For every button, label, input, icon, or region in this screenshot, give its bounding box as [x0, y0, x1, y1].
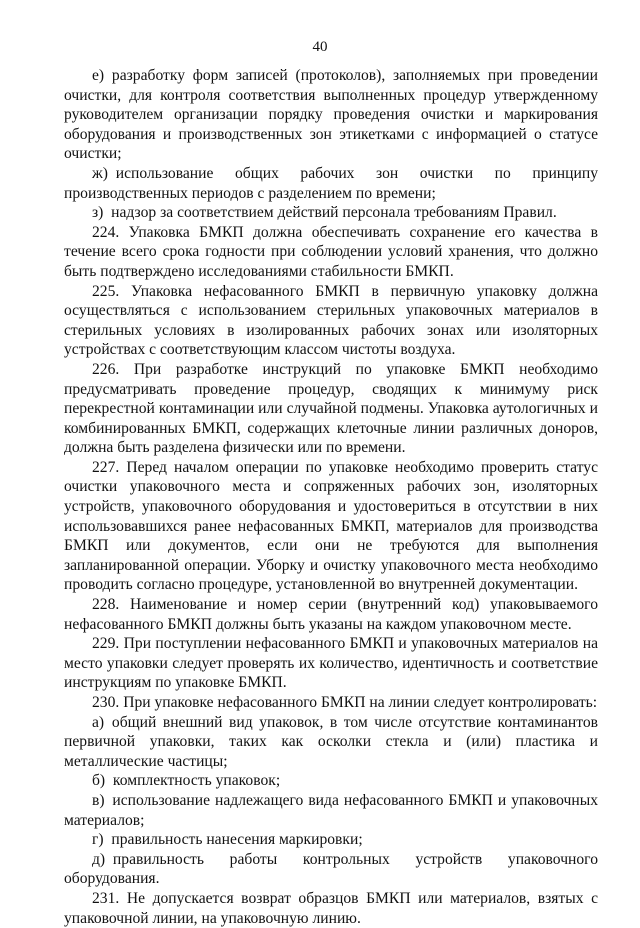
- clause-224: 224. Упаковка БМКП должна обеспечивать сохранение его качества в течение всего срока годности при соблюдении условий хранения, что должно быть подтверждено исследованиями стабильности БМКП.: [64, 223, 598, 280]
- document-body: [64, 66, 598, 928]
- list-item-g: г) правильность нанесения маркировки;: [92, 831, 363, 849]
- clause-229: 229. При поступлении нефасованного БМКП и упаковочных материалов на место упаковки следует проверять их количество, идентичность и соответствие инструкциям по упаковке БМКП.: [64, 635, 598, 692]
- list-item-v: в) использование надлежащего вида нефасованного БМКП и упаковочных материалов;: [64, 791, 598, 829]
- clause-228: 228. Наименование и номер серии (внутренний код) упаковываемого нефасованного БМКП должны быть указаны на каждом упаковочном месте.: [64, 596, 598, 633]
- list-item-e: е) разработку форм записей (протоколов), заполняемых при проведении очистки, для контроля соответствия выполненных процедур утвержденному руководителем организации порядку проведения очистки и маркирования оборудования и производственных зон этикетками с информацией о статусе очистки;: [64, 67, 598, 163]
- clause-225: 225. Упаковка нефасованного БМКП в первичную упаковку должна осуществляться с использованием стерильных упаковочных материалов в стерильных условиях в изолированных рабочих зонах или изоляторных устройствах с соответствующим классом чистоты воздуха.: [64, 282, 598, 359]
- clause-226: 226. При разработке инструкций по упаковке БМКП необходимо предусматривать проведение процедур, сводящих к минимуму риск перекрестной контаминации или случайной подмены. Упаковка аутологичных и комбинированных БМКП, содержащих клеточные линии различных доноров, должна быть разделена физически или по времени.: [64, 360, 598, 457]
- clause-227: 227. Перед началом операции по упаковке необходимо проверить статус очистки упаковочного места и сопряженных рабочих зон, изоляторных устройств, упаковочного оборудования и удостовериться в отсутствии в них использовавшихся ранее нефасованных БМКП, материалов для производства БМКП или документов, если они не требуются для выполнения запланированной операции. Уборку и очистку упаковочного места необходимо проводить согласно процедуре, установленной во внутренней документации.: [64, 458, 598, 594]
- list-item-d: д) правильность работы контрольных устройств упаковочного оборудования.: [64, 850, 598, 888]
- clause-230: 230. При упаковке нефасованного БМКП на линии следует контролировать:: [92, 694, 598, 711]
- clause-231: 231. Не допускается возврат образцов БМКП или материалов, взятых с упаковочной линии, на упаковочную линию.: [64, 889, 598, 927]
- page-number: 40: [312, 39, 328, 55]
- list-item-z: з) надзор за соответствием действий персонала требованиям Правил.: [92, 204, 557, 222]
- list-item-a: а) общий внешний вид упаковок, в том числе отсутствие контаминантов первичной упаковки, таких как осколки стекла и (или) пластика и металлические частицы;: [64, 713, 598, 770]
- list-item-b: б) комплектность упаковок;: [92, 772, 281, 790]
- list-item-zh: ж) использование общих рабочих зон очистки по принципу производственных периодов с разделением по времени;: [64, 164, 598, 202]
